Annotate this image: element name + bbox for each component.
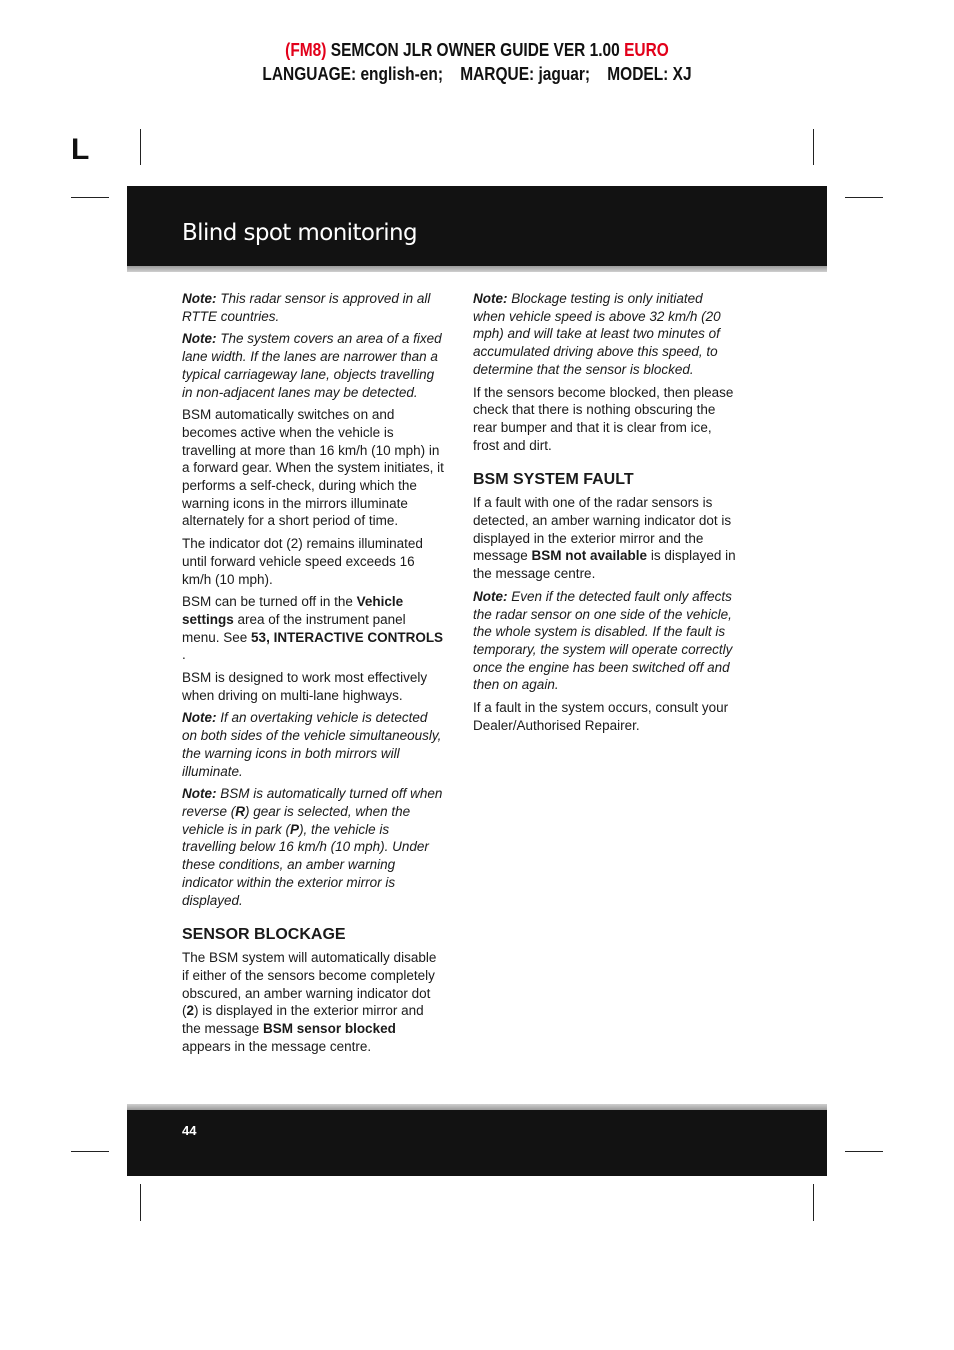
crop-mark-top-left-h xyxy=(71,197,109,198)
crop-mark-top-left-v xyxy=(140,129,141,165)
para-multi-lane: BSM is designed to work most effectively when driving on multi-lane highways. xyxy=(182,670,428,703)
print-header-title: SEMCON JLR OWNER GUIDE VER 1.00 xyxy=(330,40,620,60)
vehicle-settings-term: Vehicle settings xyxy=(182,594,404,627)
crop-mark-bottom-right-v xyxy=(813,1184,814,1221)
crop-mark-top-right-v xyxy=(813,129,814,165)
crop-mark-bottom-left-v xyxy=(140,1184,141,1221)
banner-stripe xyxy=(127,266,827,272)
message-bsm-not-available: BSM not available xyxy=(531,548,648,564)
para-sensors-blocked: If the sensors become blocked, then please check that there is nothing obscuring the rear bumper and that it is clear from ice, frost and dirt. xyxy=(473,384,734,453)
note-lane-width: Note: The system covers an area of a fixed lane width. If the lanes are narrower than a typical carriageway lane, objects travelling in non-adjacent lanes may be detected. xyxy=(182,331,442,400)
note-fault-one-side: Note: Even if the detected fault only affects the radar sensor on one side of the vehicle, the whole system is disabled. If the fault is temporary, the system will operate correctly once the engine has been switched off and then on again. xyxy=(473,588,733,693)
note-overtaking: Note: If an overtaking vehicle is detected on both sides of the vehicle simultaneously, the warning icons in both mirrors will illuminate. xyxy=(182,710,442,779)
note-auto-off: Note: BSM is automatically turned off when reverse (R) gear is selected, when the vehicle is in park (P), the vehicle is travelling below 16 km/h (10 mph). Under these conditions, an amber warning indicator within the exterior mirror is displayed. xyxy=(182,786,443,908)
para-system-fault: If a fault with one of the radar sensors is detected, an amber warning indicator dot is displayed in the exterior mirror and the message BSM not available is displayed in the message centre. xyxy=(473,495,736,582)
heading-bsm-system-fault: BSM SYSTEM FAULT xyxy=(473,471,634,489)
print-header-line-1 xyxy=(67,40,887,61)
crop-mark-top-right-h xyxy=(845,197,883,198)
left-column xyxy=(182,290,445,1060)
heading-sensor-blockage: SENSOR BLOCKAGE xyxy=(182,926,346,944)
para-indicator-dot: The indicator dot (2) remains illuminated until forward vehicle speed exceeds 16 km/h (10 mph). xyxy=(182,536,423,587)
crop-label: L xyxy=(71,133,90,166)
section-title: Blind spot monitoring xyxy=(182,220,417,246)
right-column xyxy=(473,290,736,739)
para-bsm-activation: BSM automatically switches on and becomes active when the vehicle is travelling at more than 16 km/h (10 mph) in a forward gear. When the system initiates, it performs a self-check, during which the warning icons in the mirrors illuminate alternately for a short period of time. xyxy=(182,407,444,529)
cross-reference-link[interactable]: 53, INTERACTIVE CONTROLS xyxy=(251,629,444,645)
page-number: 44 xyxy=(182,1123,197,1138)
print-header-code: (FM8) xyxy=(285,40,327,60)
crop-mark-bottom-right-h xyxy=(845,1151,883,1152)
message-bsm-sensor-blocked: BSM sensor blocked xyxy=(263,1021,396,1037)
para-turn-off: BSM can be turned off in the Vehicle settings area of the instrument panel menu. See 53, INTERACTIVE CONTROLS . xyxy=(182,594,444,663)
para-consult-dealer: If a fault in the system occurs, consult your Dealer/Authorised Repairer. xyxy=(473,700,729,733)
print-header-region: EURO xyxy=(624,40,669,60)
page-footer xyxy=(127,1110,827,1176)
crop-mark-bottom-left-h xyxy=(71,1151,109,1152)
para-sensor-blockage: The BSM system will automatically disable if either of the sensors become completely obscured, an amber warning indicator dot (2) is displayed in the exterior mirror and the message BSM sensor blocked appears in the message centre. xyxy=(182,950,437,1054)
print-header-line-2: LANGUAGE: english-en; MARQUE: jaguar; MODEL: XJ xyxy=(262,64,692,84)
note-blockage-testing: Note: Blockage testing is only initiated when vehicle speed is above 32 km/h (20 mph) and will take at least two minutes of accumulated driving above this speed, to determine that the sensor is blocked. xyxy=(473,291,721,377)
note-rtte: Note: This radar sensor is approved in all RTTE countries. xyxy=(182,291,431,324)
